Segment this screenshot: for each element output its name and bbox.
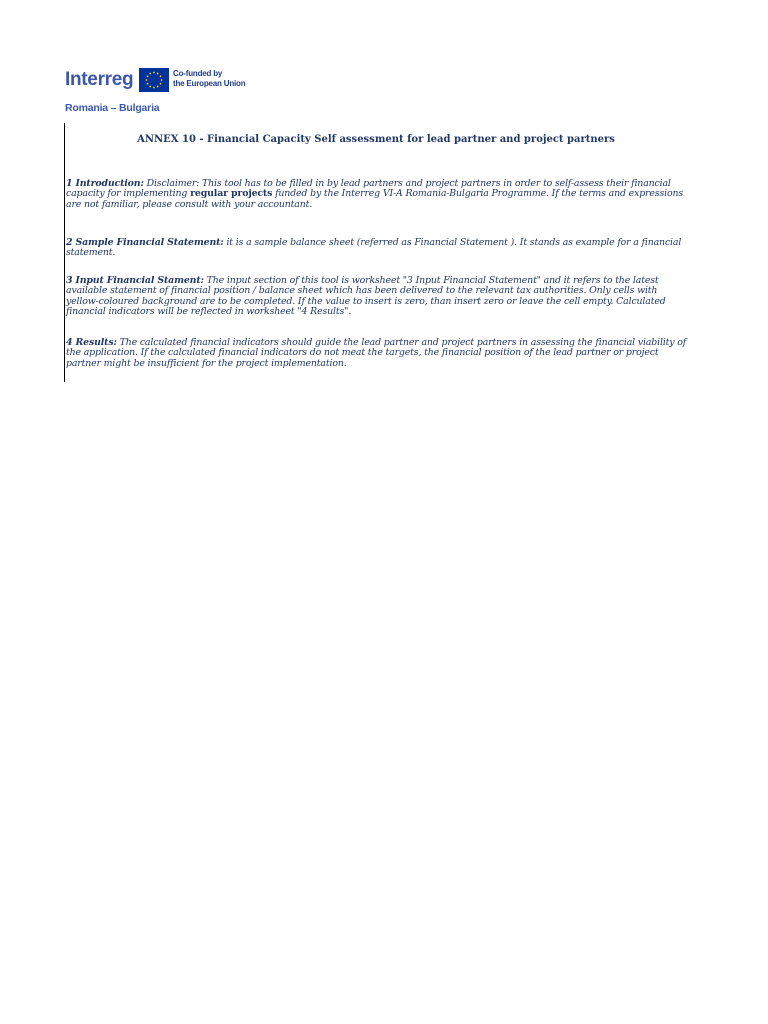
eu-flag-icon	[139, 68, 169, 92]
eu-star	[147, 75, 149, 77]
section-heading: 3 Input Financial Stament:	[66, 275, 204, 286]
region-label: Romania – Bulgaria	[65, 102, 160, 114]
interreg-logo	[64, 66, 244, 122]
section-text: it is a sample balance sheet (referred as Financial Statement ). It stands as example for a financial statement.	[66, 237, 682, 259]
interreg-wordmark: Interreg	[65, 69, 134, 90]
eu-star	[153, 87, 155, 89]
page-title: ANNEX 10 - Financial Capacity Self assessment for lead partner and project partners	[137, 134, 615, 145]
cell-border-line	[64, 123, 65, 382]
eu-star	[153, 72, 155, 74]
section-text-continued: funded by the Interreg VI-A Romania-Bulgaria Programme. If the terms and expressions are not familiar, please consult with your accountant.	[66, 188, 683, 210]
eu-star	[149, 86, 151, 88]
eu-star	[160, 83, 162, 85]
eu-star	[147, 83, 149, 85]
section-bold-text: regular projects	[190, 188, 273, 200]
eu-star	[146, 79, 148, 81]
section-introduction	[66, 179, 691, 210]
section-text: The input section of this tool is worksheet "3 Input Financial Statement" and it refers to the latest available statement of financial position / balance sheet which has been delivered to the relevant tax authorities. Only cells with yellow-coloured background are to be completed. If the value to insert is zero, than insert zero or leave the cell empty. Calculated financial indicators will be reflected in worksheet "4 Results".	[66, 275, 666, 318]
eu-star	[160, 75, 162, 77]
section-input-financial-statement	[66, 276, 691, 318]
section-text: Disclaimer: This tool has to be filled in by lead partners and project partners in order to self-assess their financial capacity for implementing	[66, 178, 671, 200]
eu-star	[161, 79, 163, 81]
section-heading: 4 Results:	[66, 337, 117, 348]
section-text: The calculated financial indicators should guide the lead partner and project partners in assessing the financial viability of the application. If the calculated financial indicators do not meat the targets, the financial position of the lead partner or project partner might be insufficient for the project implementation.	[66, 337, 687, 369]
section-sample-financial-statement	[66, 238, 691, 259]
eu-star	[149, 73, 151, 75]
section-heading: 1 Introduction:	[66, 178, 144, 189]
cofunded-line-1: Co-funded by	[173, 69, 223, 78]
section-heading: 2 Sample Financial Statement:	[66, 237, 224, 248]
cofunded-line-2: the European Union	[173, 79, 246, 88]
eu-star	[157, 86, 159, 88]
cofunded-label	[173, 69, 245, 89]
section-results	[66, 338, 691, 369]
eu-star	[157, 73, 159, 75]
